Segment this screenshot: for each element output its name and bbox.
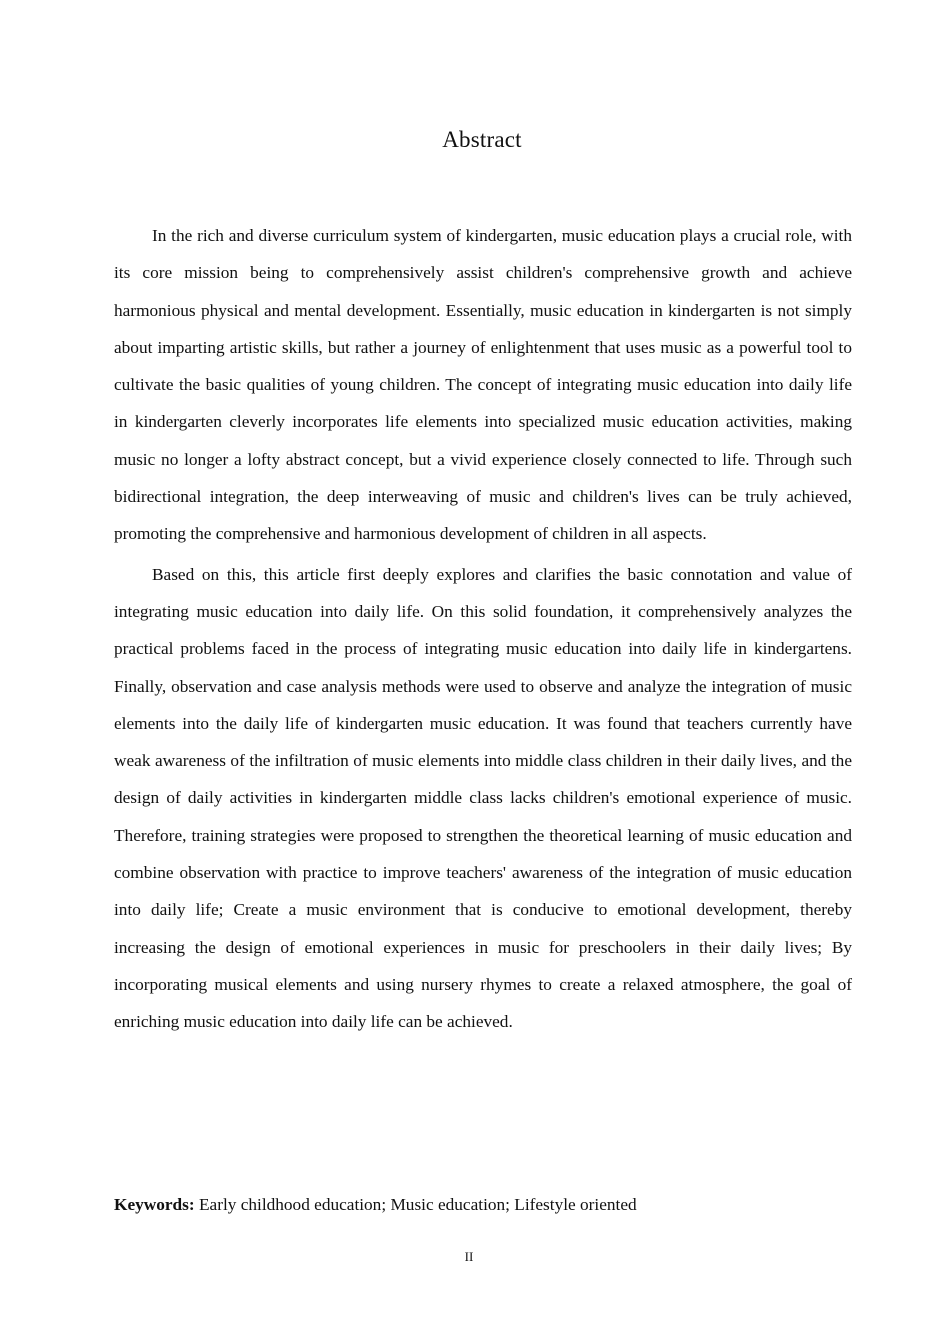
abstract-title: Abstract: [442, 127, 522, 152]
page-number: II: [464, 1249, 474, 1264]
abstract-paragraph-1: In the rich and diverse curriculum system of kindergarten, music education plays a crucial role, with its core mission being to comprehensively assist children's comprehensive growth and achieve harmonious physical and mental development. Essentially, music education in kindergarten is not simply about imparting artistic skills, but rather a journey of enlightenment that uses music as a powerful tool to cultivate the basic qualities of young children. The concept of integrating music education into daily life in kindergarten cleverly incorporates life elements into specialized music education activities, making music no longer a lofty abstract concept, but a vivid experience closely connected to life. Through such bidirectional integration, the deep interweaving of music and children's lives can be truly achieved, promoting the comprehensive and harmonious development of children in all aspects.: [114, 226, 852, 544]
keywords-label: Keywords:: [114, 1195, 195, 1214]
keywords-text: Early childhood education; Music education; Lifestyle oriented: [198, 1195, 637, 1214]
abstract-paragraph-2: Based on this, this article first deeply explores and clarifies the basic connotation and value of integrating music education into daily life. On this solid foundation, it comprehensively analyzes the practical problems faced in the process of integrating music education into daily life in kindergartens. Finally, observation and case analysis methods were used to observe and analyze the integration of music elements into the daily life of kindergarten music education. It was found that teachers currently have weak awareness of the infiltration of music elements into middle class children in their daily lives, and the design of daily activities in kindergarten middle class lacks children's emotional experience of music. Therefore, training strategies were proposed to strengthen the theoretical learning of music education and combine observation with practice to improve teachers' awareness of the integration of music education into daily life; Create a music environment that is conducive to emotional development, thereby increasing the design of emotional experiences in music for preschoolers in their daily lives; By incorporating musical elements and using nursery rhymes to create a relaxed atmosphere, the goal of enriching music education into daily life can be achieved.: [114, 564, 852, 1032]
abstract-body: [114, 217, 852, 1041]
keywords-line: [114, 1191, 852, 1219]
